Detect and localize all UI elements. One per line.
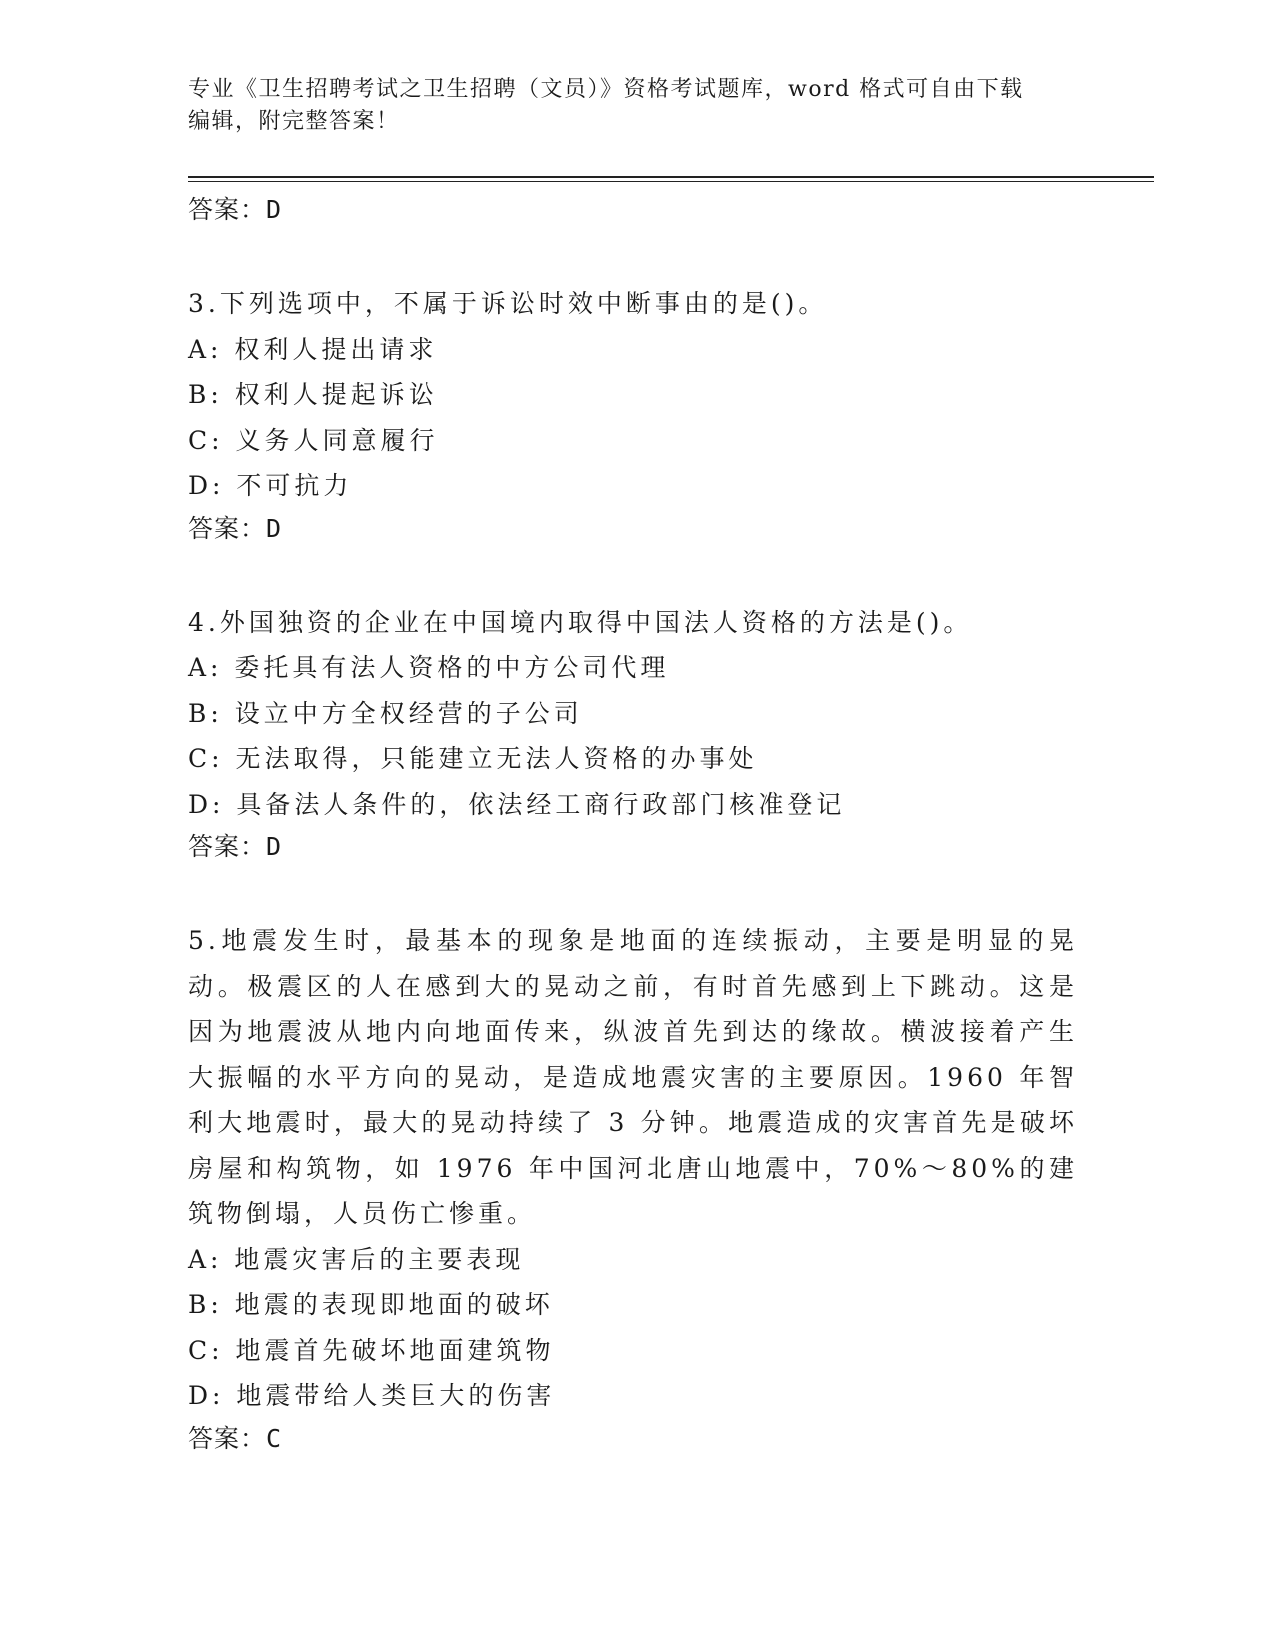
- question-stem: 4.外国独资的企业在中国境内取得中国法人资格的方法是()。: [188, 607, 973, 637]
- option-b: B: 地震的表现即地面的破坏: [188, 1290, 554, 1319]
- option-c: C: 地震首先破坏地面建筑物: [188, 1335, 555, 1365]
- option-c: C: 无法取得，只能建立无法人资格的办事处: [188, 744, 758, 773]
- question-3: [188, 281, 1078, 549]
- option-a: A: 权利人提出请求: [188, 334, 438, 364]
- question-stem: 3.下列选项中，不属于诉讼时效中断事由的是()。: [188, 289, 828, 318]
- option-c: C: 义务人同意履行: [188, 425, 439, 455]
- answer-line: 答案：D: [188, 195, 283, 224]
- document-body: [188, 190, 1078, 1459]
- header-divider: [188, 176, 1154, 178]
- page-header: [188, 74, 1078, 138]
- option-d: D: 不可抗力: [188, 471, 353, 500]
- option-d: D: 地震带给人类巨大的伤害: [188, 1381, 556, 1410]
- header-line: 专业《卫生招聘考试之卫生招聘（文员）》资格考试题库，word 格式可自由下载: [188, 77, 1024, 102]
- option-b: B: 权利人提起诉讼: [188, 380, 438, 409]
- header-divider-thin: [188, 181, 1154, 182]
- question-stem: 5.地震发生时，最基本的现象是地面的连续振动，主要是明显的晃动。极震区的人在感到大的晃动之前，有时首先感到上下跳动。这是因为地震波从地内向地面传来，纵波首先到达的缘故。横波接着产生大振幅的水平方向的晃动，是造成地震灾害的主要原因。1960 年智利大地震时，最大的晃动持续了 3 分钟。地震造成的灾害首先是破坏房屋和构筑物，如 1976 年中国河北唐山地震中，70%～80%的建筑物倒塌，人员伤亡惨重。: [188, 926, 1078, 1228]
- option-a: A: 委托具有法人资格的中方公司代理: [188, 653, 670, 682]
- option-d: D: 具备法人条件的，依法经工商行政部门核准登记: [188, 789, 846, 819]
- answer-line: 答案：C: [188, 1423, 283, 1453]
- option-a: A: 地震灾害后的主要表现: [188, 1244, 525, 1274]
- option-b: B: 设立中方全权经营的子公司: [188, 698, 583, 728]
- question-5: [188, 918, 1078, 1459]
- header-line: 编辑，附完整答案！: [188, 109, 400, 134]
- answer-line: 答案：D: [188, 513, 283, 543]
- answer-line: 答案：D: [188, 832, 283, 861]
- question-4: [188, 600, 1078, 868]
